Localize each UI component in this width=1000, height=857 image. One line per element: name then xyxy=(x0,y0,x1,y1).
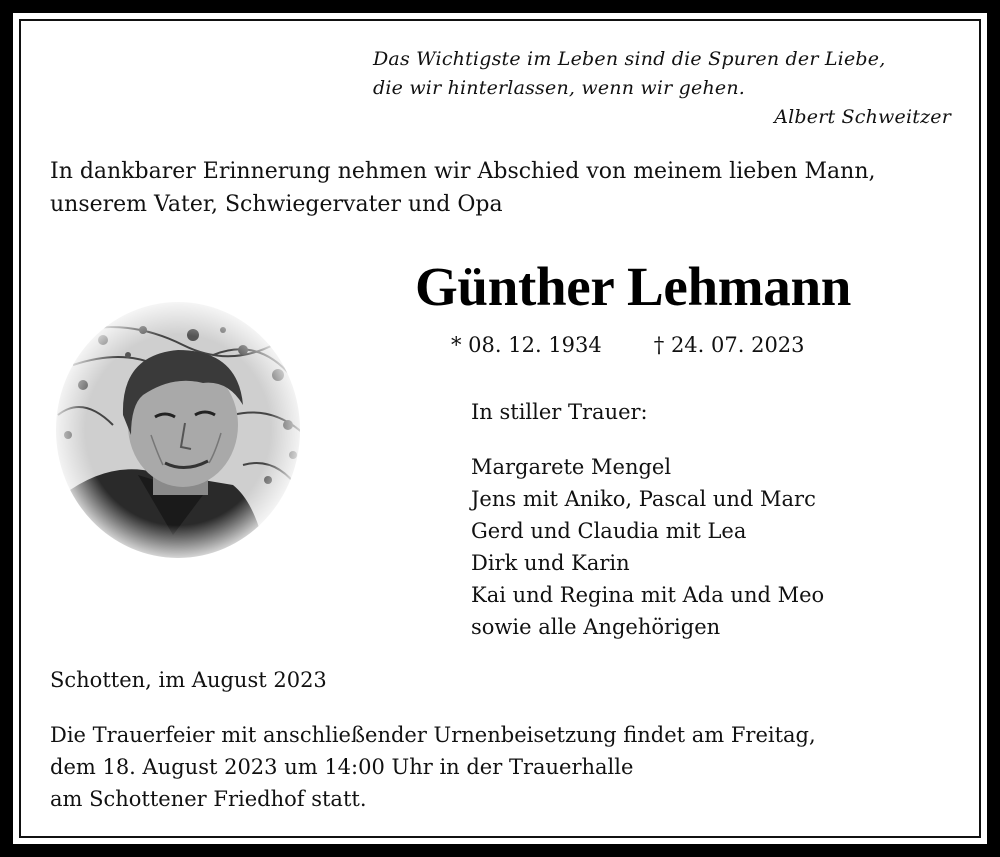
funeral-line-3: am Schottener Friedhof statt. xyxy=(50,787,367,811)
life-dates xyxy=(451,330,805,360)
quote-line-1: Das Wichtigste im Leben sind die Spuren der Liebe, xyxy=(373,48,886,70)
funeral-info xyxy=(50,719,950,815)
intro-line-1: In dankbarer Erinnerung nehmen wir Abschied von meinem lieben Mann, xyxy=(50,159,876,184)
family-member: Margarete Mengel xyxy=(471,455,672,479)
intro-text xyxy=(50,155,950,221)
portrait-photo xyxy=(43,295,313,565)
intro-line-2: unserem Vater, Schwiegervater und Opa xyxy=(50,192,503,217)
family-member: Jens mit Aniko, Pascal und Marc xyxy=(471,487,816,511)
family-member: Dirk und Karin xyxy=(471,551,630,575)
funeral-line-2: dem 18. August 2023 um 14:00 Uhr in der Trauerhalle xyxy=(50,755,634,779)
mourning-heading: In stiller Trauer: xyxy=(471,400,648,424)
family-member: Kai und Regina mit Ada und Meo xyxy=(471,583,825,607)
funeral-line-1: Die Trauerfeier mit anschließender Urnenbeisetzung findet am Freitag, xyxy=(50,723,816,747)
deceased-name: Günther Lehmann xyxy=(414,256,852,317)
place-date: Schotten, im August 2023 xyxy=(50,668,327,692)
family-member: Gerd und Claudia mit Lea xyxy=(471,519,747,543)
birth-date: * 08. 12. 1934 xyxy=(451,333,602,357)
death-date: † 24. 07. 2023 xyxy=(653,333,805,357)
quote-block xyxy=(373,45,953,132)
quote-author: Albert Schweitzer xyxy=(774,106,951,128)
family-list xyxy=(471,451,824,643)
family-member: sowie alle Angehörigen xyxy=(471,615,721,639)
obituary-card xyxy=(13,13,987,844)
quote-line-2: die wir hinterlassen, wenn wir gehen. xyxy=(373,77,746,99)
